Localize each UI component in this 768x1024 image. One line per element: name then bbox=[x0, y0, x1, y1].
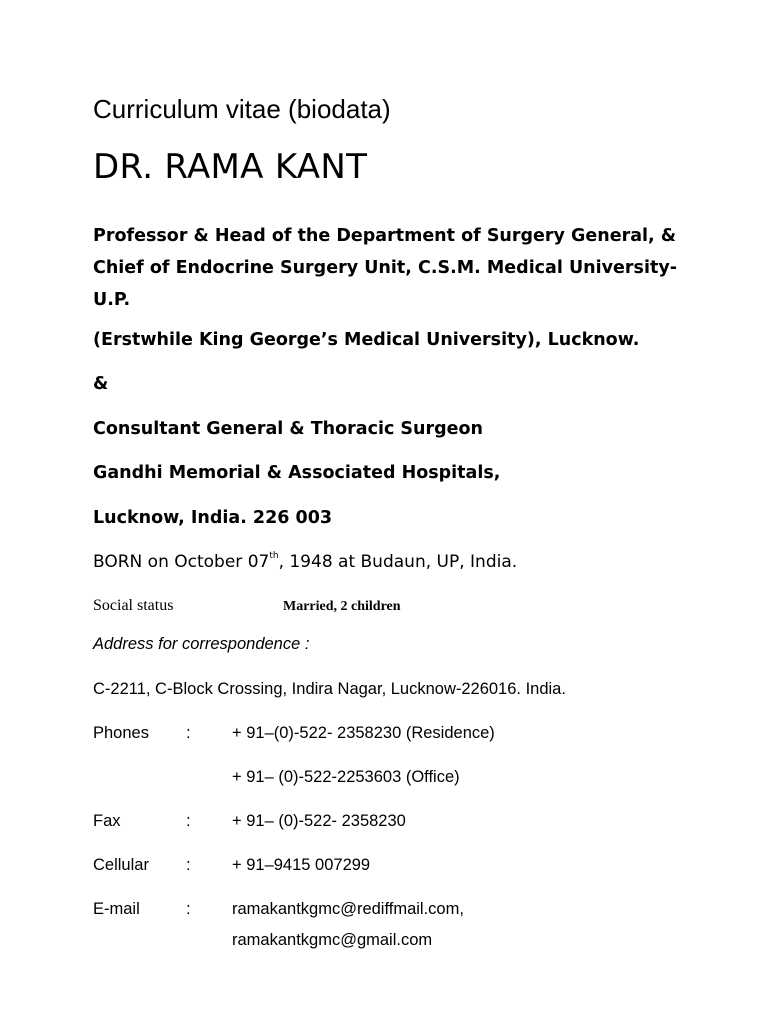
postal-address: C-2211, C-Block Crossing, Indira Nagar, Lucknow-226016. India. bbox=[93, 680, 566, 698]
social-status-value: Married, 2 children bbox=[283, 599, 401, 614]
document-heading: Curriculum vitae (biodata) bbox=[93, 94, 391, 124]
consultant-title: Consultant General & Thoracic Surgeon bbox=[93, 419, 483, 439]
hospital-city: Lucknow, India. 226 003 bbox=[93, 508, 333, 528]
birth-suffix: , 1948 at Budaun, UP, India. bbox=[278, 552, 518, 572]
email-secondary: ramakantkgmc@gmail.com bbox=[232, 931, 433, 949]
cellular-number: + 91–9415 007299 bbox=[232, 856, 371, 874]
cellular-label: Cellular bbox=[93, 856, 149, 874]
address-heading: Address for correspondence : bbox=[93, 635, 310, 653]
email-colon: : bbox=[186, 900, 191, 918]
email-primary: ramakantkgmc@rediffmail.com, bbox=[232, 900, 464, 918]
phone-office: + 91– (0)-522-2253603 (Office) bbox=[232, 768, 460, 786]
social-status-label: Social status bbox=[93, 597, 174, 614]
birth-suffix-sup: th bbox=[269, 551, 279, 561]
hospital-name: Gandhi Memorial & Associated Hospitals, bbox=[93, 463, 501, 483]
fax-colon: : bbox=[186, 812, 191, 830]
erstwhile-university: (Erstwhile King George’s Medical University), Lucknow. bbox=[93, 330, 640, 350]
birth-prefix: BORN on October 07 bbox=[93, 552, 270, 572]
fax-number: + 91– (0)-522- 2358230 bbox=[232, 812, 406, 830]
designation-text: Professor & Head of the Department of Surgery General, & Chief of Endocrine Surgery Unit, C.S.M. Medical University-U.P. bbox=[93, 226, 677, 310]
ampersand-separator: & bbox=[93, 374, 109, 394]
person-name: DR. RAMA KANT bbox=[93, 147, 368, 187]
phone-residence: + 91–(0)-522- 2358230 (Residence) bbox=[232, 724, 495, 742]
fax-label: Fax bbox=[93, 812, 121, 830]
phones-colon: : bbox=[186, 724, 191, 742]
email-label: E-mail bbox=[93, 900, 140, 918]
cellular-colon: : bbox=[186, 856, 191, 874]
birth-details bbox=[93, 552, 517, 572]
phones-label: Phones bbox=[93, 724, 149, 742]
